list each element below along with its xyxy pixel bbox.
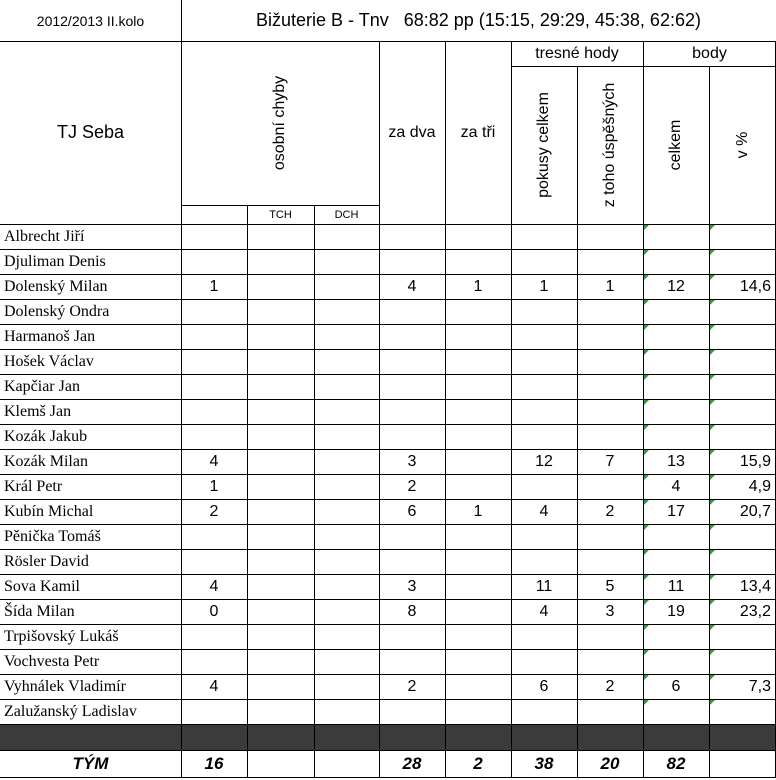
formula-marker	[644, 575, 649, 580]
formula-marker	[644, 475, 649, 480]
formula-marker	[710, 525, 715, 530]
player-three	[445, 249, 511, 274]
player-percent: 15,9	[739, 453, 771, 470]
player-fouls	[181, 349, 247, 374]
match-title: Bižuterie B - Tnv 68:82 pp (15:15, 29:29, 45:38, 62:62)	[256, 10, 701, 30]
player-attempts: 4	[539, 603, 549, 620]
player-two	[379, 549, 445, 574]
formula-marker	[710, 475, 715, 480]
player-fouls	[181, 549, 247, 574]
player-three	[445, 324, 511, 349]
grid-line	[0, 399, 776, 400]
player-made	[577, 699, 643, 724]
formula-marker	[710, 250, 715, 255]
grid-line	[0, 724, 776, 725]
player-points	[643, 349, 709, 374]
player-two: 8	[407, 603, 417, 620]
player-fouls	[181, 224, 247, 249]
player-fouls	[181, 699, 247, 724]
total-points: 82	[666, 754, 686, 773]
player-fouls	[181, 624, 247, 649]
team-name: TJ Seba	[56, 122, 125, 142]
player-points	[643, 549, 709, 574]
formula-marker	[710, 500, 715, 505]
player-made: 1	[605, 278, 615, 295]
formula-marker	[710, 650, 715, 655]
player-made	[577, 324, 643, 349]
player-name: Harmanoš Jan	[4, 328, 96, 345]
attempts-header	[511, 66, 577, 224]
player-three: 1	[473, 278, 483, 295]
grid-line	[709, 66, 710, 777]
player-attempts	[511, 624, 577, 649]
player-points	[643, 649, 709, 674]
player-percent	[709, 649, 771, 674]
made-header	[577, 66, 643, 224]
player-points: 19	[667, 603, 685, 620]
points-total-header	[643, 66, 709, 224]
grid-line	[511, 41, 512, 777]
formula-marker	[710, 225, 715, 230]
player-attempts: 12	[535, 453, 553, 470]
formula-marker	[710, 350, 715, 355]
grid-line	[0, 777, 776, 778]
player-three	[445, 299, 511, 324]
formula-marker	[710, 675, 715, 680]
player-fouls	[181, 374, 247, 399]
player-fouls	[181, 524, 247, 549]
player-two	[379, 324, 445, 349]
points-pct-header-label: v %	[733, 131, 751, 159]
formula-marker	[644, 675, 649, 680]
player-made	[577, 524, 643, 549]
player-two: 2	[407, 678, 417, 695]
player-made: 7	[605, 453, 615, 470]
formula-marker	[644, 275, 649, 280]
player-points	[643, 624, 709, 649]
grid-line	[0, 224, 776, 225]
total-made: 20	[600, 754, 620, 773]
player-percent	[709, 699, 771, 724]
player-attempts: 6	[539, 678, 549, 695]
player-three	[445, 624, 511, 649]
player-points: 13	[667, 453, 685, 470]
player-two: 3	[407, 453, 417, 470]
player-percent: 14,6	[739, 278, 771, 295]
grid-line	[0, 649, 776, 650]
player-name: Král Petr	[4, 478, 63, 495]
grid-line	[0, 549, 776, 550]
player-two	[379, 699, 445, 724]
total-separator	[0, 724, 776, 750]
player-attempts: 11	[535, 578, 553, 595]
formula-marker	[644, 375, 649, 380]
points-total-header-label: celkem	[667, 119, 684, 171]
player-two: 4	[407, 278, 417, 295]
player-two	[379, 649, 445, 674]
tch-header: TCH	[269, 208, 292, 221]
player-three	[445, 474, 511, 499]
player-percent	[709, 299, 771, 324]
formula-marker	[644, 700, 649, 705]
player-points: 17	[667, 503, 685, 520]
player-attempts	[511, 374, 577, 399]
points-header: body	[692, 44, 727, 62]
player-points	[643, 424, 709, 449]
player-fouls	[181, 424, 247, 449]
dch-header: DCH	[334, 208, 359, 221]
player-three	[445, 449, 511, 474]
player-attempts	[511, 549, 577, 574]
player-three	[445, 574, 511, 599]
grid-line	[0, 299, 776, 300]
player-percent: 20,7	[739, 503, 771, 520]
player-percent	[709, 224, 771, 249]
fouls-header-label: osobní chyby	[271, 75, 288, 171]
player-two	[379, 624, 445, 649]
player-made	[577, 349, 643, 374]
player-three	[445, 424, 511, 449]
player-made	[577, 224, 643, 249]
player-fouls	[181, 399, 247, 424]
player-fouls	[181, 649, 247, 674]
player-fouls: 4	[209, 578, 219, 595]
player-name: Dolenský Milan	[4, 278, 108, 295]
season-label: 2012/2013 II.kolo	[36, 12, 145, 29]
grid-line	[0, 449, 776, 450]
player-three	[445, 674, 511, 699]
player-fouls: 1	[209, 278, 219, 295]
player-fouls: 1	[209, 478, 219, 495]
player-attempts	[511, 224, 577, 249]
player-two	[379, 249, 445, 274]
formula-marker	[644, 600, 649, 605]
formula-marker	[644, 650, 649, 655]
grid-line	[0, 599, 776, 600]
player-percent	[709, 374, 771, 399]
formula-marker	[710, 375, 715, 380]
player-made	[577, 299, 643, 324]
player-two	[379, 349, 445, 374]
player-attempts	[511, 299, 577, 324]
player-three	[445, 224, 511, 249]
player-attempts: 1	[539, 278, 549, 295]
player-fouls: 4	[209, 678, 219, 695]
grid-line	[0, 41, 776, 42]
player-three	[445, 399, 511, 424]
player-name: Rösler David	[4, 553, 89, 570]
two-point-header: za dva	[388, 123, 436, 141]
player-made: 5	[605, 578, 615, 595]
grid-line	[379, 41, 380, 777]
player-percent	[709, 549, 771, 574]
formula-marker	[710, 600, 715, 605]
player-points	[643, 699, 709, 724]
player-attempts	[511, 399, 577, 424]
formula-marker	[710, 325, 715, 330]
player-made	[577, 374, 643, 399]
player-name: Djuliman Denis	[4, 253, 106, 270]
player-three	[445, 524, 511, 549]
grid-line	[181, 205, 379, 206]
total-fouls: 16	[204, 754, 224, 773]
player-percent	[709, 424, 771, 449]
player-points	[643, 374, 709, 399]
grid-line	[577, 66, 578, 777]
grid-line	[445, 41, 446, 777]
player-fouls	[181, 324, 247, 349]
player-two	[379, 424, 445, 449]
player-percent	[709, 324, 771, 349]
formula-marker	[710, 550, 715, 555]
formula-marker	[644, 550, 649, 555]
points-pct-header	[709, 66, 776, 224]
formula-marker	[710, 450, 715, 455]
player-name: Kubín Michal	[4, 503, 94, 520]
player-points	[643, 524, 709, 549]
player-points: 4	[671, 478, 681, 495]
grid-line	[0, 274, 776, 275]
player-name: Šída Milan	[4, 603, 75, 620]
total-label: TÝM	[72, 754, 109, 773]
player-name: Kapčiar Jan	[4, 378, 80, 395]
player-two	[379, 524, 445, 549]
grid-line	[0, 750, 776, 751]
grid-line	[0, 624, 776, 625]
attempts-header-label: pokusy celkem	[535, 92, 552, 198]
player-percent: 13,4	[739, 578, 771, 595]
formula-marker	[710, 700, 715, 705]
player-two	[379, 299, 445, 324]
player-three	[445, 599, 511, 624]
formula-marker	[710, 400, 715, 405]
player-three: 1	[473, 503, 483, 520]
formula-marker	[710, 300, 715, 305]
player-two: 2	[407, 478, 417, 495]
player-name: Albrecht Jiří	[4, 228, 85, 245]
grid-line	[0, 249, 776, 250]
player-points: 12	[667, 278, 685, 295]
player-fouls: 4	[209, 453, 219, 470]
grid-line	[643, 41, 644, 777]
total-attempts: 38	[534, 754, 554, 773]
player-fouls: 0	[209, 603, 219, 620]
player-three	[445, 649, 511, 674]
formula-marker	[710, 575, 715, 580]
player-made	[577, 649, 643, 674]
player-name: Pěnička Tomáš	[4, 528, 101, 545]
player-name: Sova Kamil	[4, 578, 80, 595]
grid-line	[0, 474, 776, 475]
formula-marker	[710, 625, 715, 630]
grid-line	[0, 674, 776, 675]
player-fouls: 2	[209, 503, 219, 520]
player-made	[577, 424, 643, 449]
player-percent	[709, 249, 771, 274]
formula-marker	[644, 325, 649, 330]
formula-marker	[644, 350, 649, 355]
player-name: Klemš Jan	[4, 403, 72, 420]
player-percent	[709, 399, 771, 424]
player-name: Kozák Jakub	[4, 428, 88, 445]
formula-marker	[644, 525, 649, 530]
player-attempts	[511, 524, 577, 549]
fouls-header	[181, 41, 379, 205]
grid-line	[0, 324, 776, 325]
player-name: Zalužanský Ladislav	[4, 703, 137, 720]
player-attempts: 4	[539, 503, 549, 520]
player-made: 2	[605, 503, 615, 520]
player-three	[445, 549, 511, 574]
player-three	[445, 374, 511, 399]
player-percent: 23,2	[739, 603, 771, 620]
grid-line	[314, 205, 315, 777]
player-name: Trpišovský Lukáš	[4, 628, 119, 645]
player-name: Vochvesta Petr	[4, 653, 100, 670]
player-attempts	[511, 349, 577, 374]
player-attempts	[511, 649, 577, 674]
player-attempts	[511, 474, 577, 499]
player-two	[379, 224, 445, 249]
grid-line	[181, 0, 182, 777]
player-percent	[709, 349, 771, 374]
player-made	[577, 624, 643, 649]
player-made	[577, 549, 643, 574]
three-point-header: za tři	[460, 123, 496, 141]
grid-line	[247, 205, 248, 777]
grid-line	[0, 699, 776, 700]
player-name: Hošek Václav	[4, 353, 94, 370]
grid-line	[0, 349, 776, 350]
player-points: 11	[667, 578, 685, 595]
player-made: 2	[605, 678, 615, 695]
player-made	[577, 474, 643, 499]
player-percent	[709, 524, 771, 549]
grid-line	[0, 374, 776, 375]
player-percent: 4,9	[748, 478, 771, 495]
formula-marker	[644, 400, 649, 405]
player-made	[577, 249, 643, 274]
player-two: 6	[407, 503, 417, 520]
player-fouls	[181, 249, 247, 274]
formula-marker	[710, 275, 715, 280]
player-points	[643, 399, 709, 424]
formula-marker	[644, 450, 649, 455]
player-points	[643, 324, 709, 349]
player-attempts	[511, 324, 577, 349]
free-throws-header: tresné hody	[535, 44, 619, 62]
made-header-label: z toho úspěšných	[601, 82, 618, 208]
player-two	[379, 374, 445, 399]
player-name: Kozák Milan	[4, 453, 88, 470]
total-three: 2	[473, 754, 483, 773]
grid-line	[0, 524, 776, 525]
player-points	[643, 249, 709, 274]
player-attempts	[511, 249, 577, 274]
player-made	[577, 399, 643, 424]
player-name: Dolenský Ondra	[4, 303, 110, 320]
player-name: Vyhnálek Vladimír	[4, 678, 126, 695]
player-attempts	[511, 699, 577, 724]
player-attempts	[511, 424, 577, 449]
grid-line	[0, 499, 776, 500]
formula-marker	[644, 625, 649, 630]
player-three	[445, 349, 511, 374]
player-two	[379, 399, 445, 424]
formula-marker	[644, 250, 649, 255]
formula-marker	[644, 225, 649, 230]
player-percent: 7,3	[748, 678, 771, 695]
formula-marker	[710, 425, 715, 430]
total-two: 28	[402, 754, 422, 773]
formula-marker	[644, 500, 649, 505]
player-two: 3	[407, 578, 417, 595]
player-fouls	[181, 299, 247, 324]
player-percent	[709, 624, 771, 649]
player-points	[643, 299, 709, 324]
player-points	[643, 224, 709, 249]
player-three	[445, 699, 511, 724]
formula-marker	[644, 425, 649, 430]
player-points: 6	[671, 678, 681, 695]
formula-marker	[644, 300, 649, 305]
player-made: 3	[605, 603, 615, 620]
grid-line	[0, 424, 776, 425]
grid-line	[0, 574, 776, 575]
